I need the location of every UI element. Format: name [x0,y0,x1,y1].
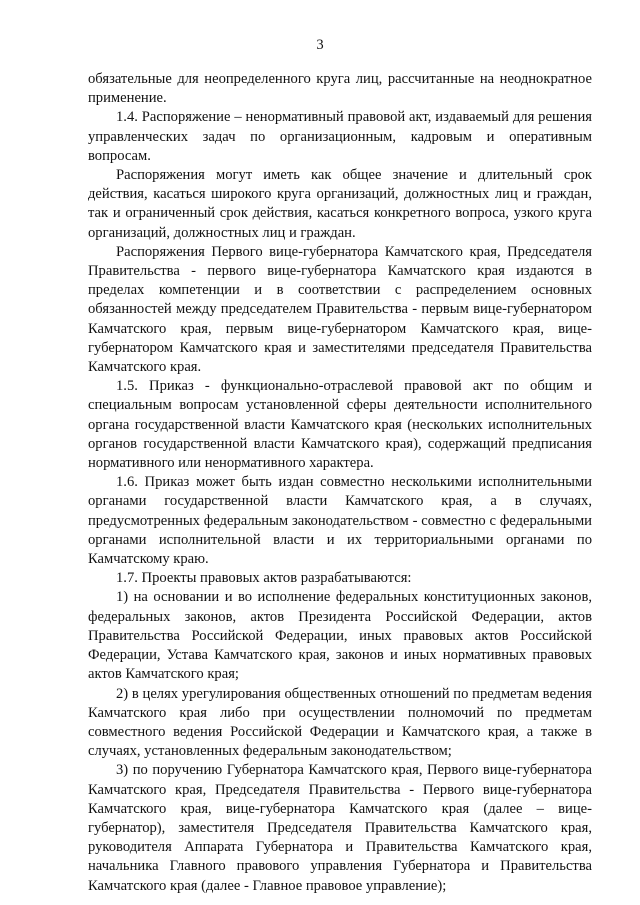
paragraph-1-4-order-definition: 1.4. Распоряжение – ненормативный правовой акт, издаваемый для решения управленческих задач по организационным, кадровым и оперативным вопросам. [88,109,592,164]
paragraph-1-7-drafts-heading: 1.7. Проекты правовых актов разрабатываются: [116,570,412,587]
list-item-2: 2) в целях урегулирования общественных отношений по предметам ведения Камчатского края либо при осуществлении полномочий по предметам совместного ведения Российской Федерации и Камчатского края, а также в случаях, установленных федеральным законодательством; [88,685,592,760]
list-item-3: 3) по поручению Губернатора Камчатского края, Первого вице-губернатора Камчатского края, Председателя Правительства - Первого вице-губернатора Камчатского края, вице-губернатора Камчатского края (далее – вице-губернатор), заместителя Председателя Правительства Камчатского края, руководителя Аппарата Губернатора и Правительства Камчатского края, начальника Главного правового управления Губернатора и Правительства Камчатского края (далее - Главное правовое управление); [88,762,592,894]
list-item-1: 1) на основании и во исполнение федеральных конституционных законов, федеральных законов, актов Президента Российской Федерации, актов Правительства Российской Федерации, иных правовых актов Российской Федерации, Устава Камчатского края, законов и иных нормативных правовых актов Камчатского края; [88,589,592,683]
paragraph-order-scope: Распоряжения могут иметь как общее значение и длительный срок действия, касаться широкого круга организаций, должностных лиц и граждан, так и ограниченный срок действия, касаться конкретного вопроса, узкого круга организаций, должностных лиц и граждан. [88,167,592,241]
paragraph-order-issuance: Распоряжения Первого вице-губернатора Камчатского края, Председателя Правительства - первого вице-губернатора Камчатского края издаются в пределах компетенции и в соответствии с распределением основных обязанностей между председателем Правительства - первым вице-губернатором Камчатского края, первым вице-губернатором Камчатского края, вице-губернатором Камчатского края и заместителями председателя Правительства Камчатского края. [88,243,592,376]
paragraph-1-6-joint-decree: 1.6. Приказ может быть издан совместно несколькими исполнительными органами государственной власти Камчатского края, а в случаях, предусмотренных федеральным законодательством - совместно с федеральными органами исполнительной власти и их территориальными органами по Камчатскому краю. [88,474,592,568]
paragraph-continuation: обязательные для неопределенного круга лиц, рассчитанные на неоднократное применение. [88,71,592,107]
page-number: 3 [316,37,324,53]
document-body [88,70,592,896]
paragraph-1-5-decree-definition: 1.5. Приказ - функционально-отраслевой правовой акт по общим и специальным вопросам установленной сферы деятельности исполнительного органа государственной власти Камчатского края (нескольких исполнительных органов государственной власти Камчатского края), содержащий предписания нормативного или ненормативного характера. [88,378,592,472]
